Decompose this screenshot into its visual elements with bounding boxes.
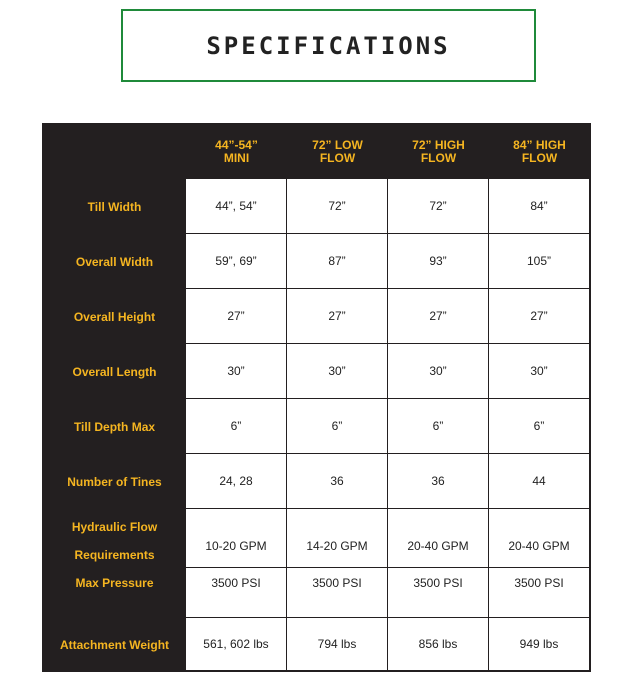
table-cell: 30” <box>287 344 388 399</box>
table-cell: 105” <box>489 234 590 289</box>
table-cell: 87” <box>287 234 388 289</box>
column-header-line1: 72” HIGH <box>412 137 465 152</box>
row-label-overall-height: Overall Height <box>73 309 156 324</box>
table-cell: 6” <box>388 399 489 454</box>
table-cell: 6” <box>186 399 287 454</box>
column-header-line2: MINI <box>223 150 250 165</box>
hydraulic-label-line1: Hydraulic Flow <box>71 519 158 534</box>
table-cell: 30” <box>186 344 287 399</box>
row-label-hydraulic-flow <box>43 509 186 568</box>
table-cell: 36 <box>287 454 388 509</box>
table-cell: 3500 PSI <box>388 568 489 618</box>
table-cell: 20-40 GPM <box>489 509 590 568</box>
column-header-mini <box>186 124 287 179</box>
table-cell: 27” <box>489 289 590 344</box>
table-cell: 27” <box>186 289 287 344</box>
table-cell: 6” <box>287 399 388 454</box>
table-cell: 3500 PSI <box>287 568 388 618</box>
table-cell: 30” <box>489 344 590 399</box>
table-cell: 6” <box>489 399 590 454</box>
column-header-line1: 72” LOW <box>312 137 363 152</box>
table-cell: 794 lbs <box>287 618 388 671</box>
row-label-max-pressure: Max Pressure <box>75 576 154 590</box>
column-header-72-high-flow <box>388 124 489 179</box>
table-cell: 30” <box>388 344 489 399</box>
table-cell: 27” <box>287 289 388 344</box>
column-header-84-high-flow <box>489 124 590 179</box>
table-cell: 59”, 69” <box>186 234 287 289</box>
specifications-table <box>42 123 591 672</box>
row-label-overall-length: Overall Length <box>72 364 157 379</box>
column-header-line2: FLOW <box>521 150 558 165</box>
row-label-number-of-tines: Number of Tines <box>67 474 162 489</box>
table-cell: 3500 PSI <box>186 568 287 618</box>
table-cell: 24, 28 <box>186 454 287 509</box>
row-label-attachment-weight: Attachment Weight <box>59 637 170 652</box>
table-cell: 44”, 54” <box>186 179 287 234</box>
page-title: SPECIFICATIONS <box>206 31 451 60</box>
title-box <box>121 9 536 82</box>
table-cell: 10-20 GPM <box>186 509 287 568</box>
table-cell: 36 <box>388 454 489 509</box>
table-cell: 3500 PSI <box>489 568 590 618</box>
table-cell: 27” <box>388 289 489 344</box>
table-cell: 561, 602 lbs <box>186 618 287 671</box>
table-cell: 93” <box>388 234 489 289</box>
column-header-72-low-flow <box>287 124 388 179</box>
column-header-line2: FLOW <box>420 150 457 165</box>
row-label-till-width: Till Width <box>87 199 142 214</box>
table-cell: 949 lbs <box>489 618 590 671</box>
column-header-line1: 44”-54” <box>215 137 258 152</box>
table-cell: 72” <box>388 179 489 234</box>
table-cell: 44 <box>489 454 590 509</box>
table-cell: 856 lbs <box>388 618 489 671</box>
table-cell: 14-20 GPM <box>287 509 388 568</box>
table-cell: 84” <box>489 179 590 234</box>
row-label-till-depth-max: Till Depth Max <box>73 419 156 434</box>
hydraulic-label-line2: Requirements <box>74 547 155 562</box>
row-label-overall-width: Overall Width <box>75 254 154 269</box>
table-cell: 20-40 GPM <box>388 509 489 568</box>
table-cell: 72” <box>287 179 388 234</box>
column-header-line1: 84” HIGH <box>513 137 566 152</box>
column-header-line2: FLOW <box>319 150 356 165</box>
